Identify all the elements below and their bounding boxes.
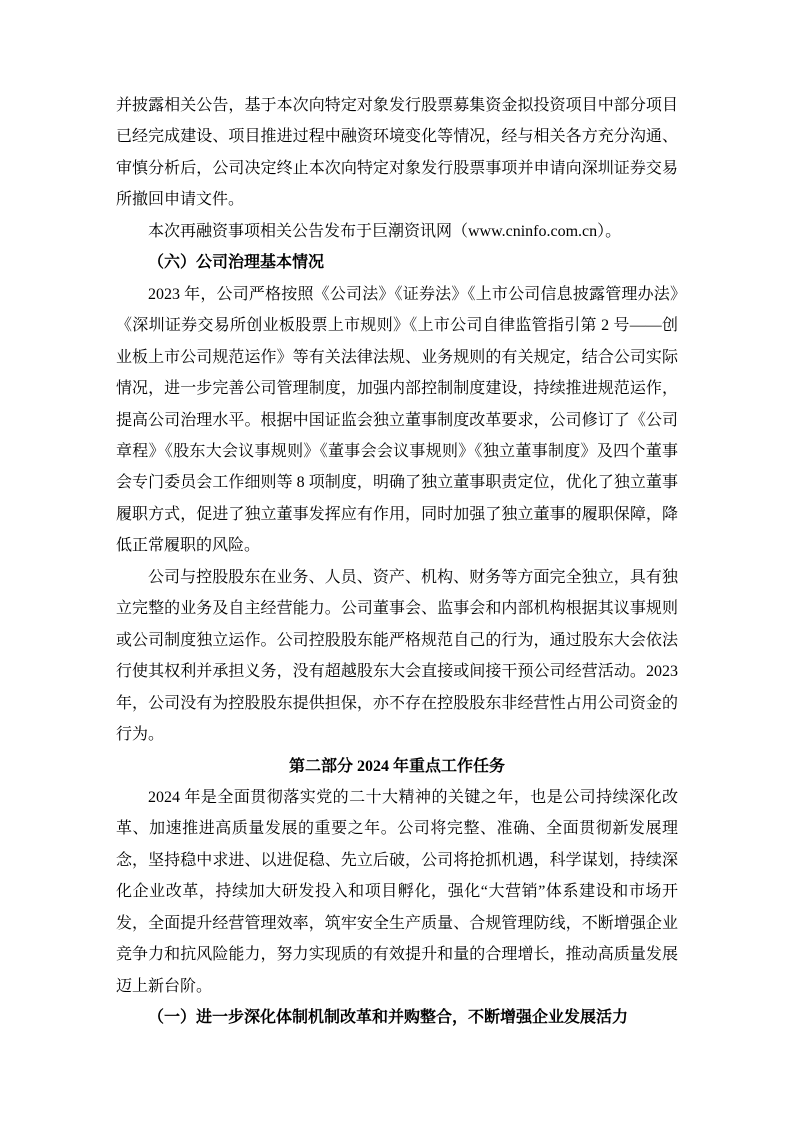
paragraph: 公司与控股股东在业务、人员、资产、机构、财务等方面完全独立，具有独立完整的业务及自主经营能力。公司董事会、监事会和内部机构根据其议事规则或公司制度独立运作。公司控股股东能严格规范自己的行为，通过股东大会依法行使其权利并承担义务，没有超越股东大会直接或间接干预公司经营活动。2023 年，公司没有为控股股东提供担保，亦不存在控股股东非经营性占用公司资金的行为。 [116, 568, 678, 744]
paragraph: 2024 年是全面贯彻落实党的二十大精神的关键之年，也是公司持续深化改革、加速推进高质量发展的重要之年。公司将完整、准确、全面贯彻新发展理念，坚持稳中求进、以进促稳、先立后破，公司将抢抓机遇，科学谋划，持续深化企业改革，持续加大研发投入和项目孵化，强化“大营销”体系建设和市场开发，全面提升经营管理效率，筑牢安全生产质量、合规管理防线，不断增强企业竞争力和抗风险能力，努力实现质的有效提升和量的合理增长，推动高质量发展迈上新台阶。 [116, 788, 678, 995]
paragraph: 并披露相关公告，基于本次向特定对象发行股票募集资金拟投资项目中部分项目已经完成建设、项目推进过程中融资环境变化等情况，经与相关各方充分沟通、审慎分析后，公司决定终止本次向特定对象发行股票事项并申请向深圳证券交易所撤回申请文件。 [116, 97, 678, 209]
paragraph: 2023 年，公司严格按照《公司法》《证券法》《上市公司信息披露管理办法》《深圳证券交易所创业板股票上市规则》《上市公司自律监管指引第 2 号——创业板上市公司规范运作》等有关法律法规、业务规则的有关规定，结合公司实际情况，进一步完善公司管理制度，加强内部控制制度建设，持续推进规范运作，提高公司治理水平。根据中国证监会独立董事制度改革要求，公司修订了《公司章程》《股东大会议事规则》《董事会会议事规则》《独立董事制度》及四个董事会专门委员会工作细则等 8 项制度，明确了独立董事职责定位，优化了独立董事履职方式，促进了独立董事发挥应有作用，同时加强了独立董事的履职保障，降低正常履职的风险。 [116, 285, 678, 555]
section-heading: 第二部分 2024 年重点工作任务 [288, 757, 505, 775]
sub-heading: （一）进一步深化体制机制改革和并购整合，不断增强企业发展活力 [148, 1009, 629, 1027]
paragraph: 本次再融资事项相关公告发布于巨潮资讯网（www.cninfo.com.cn）。 [148, 222, 622, 240]
sub-heading: （六）公司治理基本情况 [148, 254, 325, 272]
